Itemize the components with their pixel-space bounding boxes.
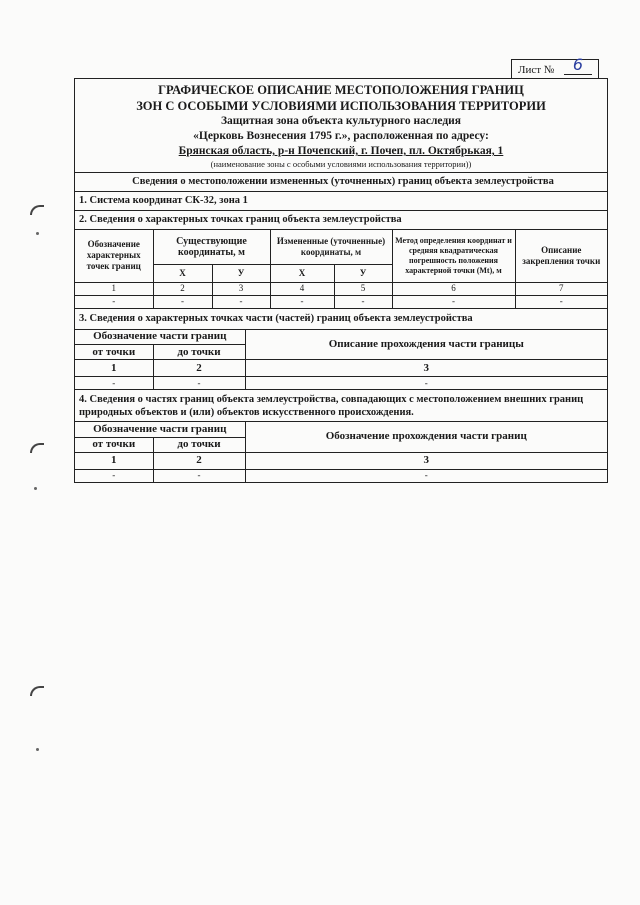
col-existing-coordinates: Существующие координаты, м [153, 230, 270, 264]
empty-cell: - [75, 377, 153, 390]
col-method: Метод определения координат и средняя квадратическая погрешность положения характерной точки (Mt), м [392, 230, 515, 282]
column-number: 3 [212, 282, 270, 295]
empty-cell: - [334, 295, 392, 308]
empty-cell: - [75, 295, 153, 308]
section3-title: 3. Сведения о характерных точках части (частей) границ объекта землеустройства [75, 309, 607, 330]
empty-cell: - [245, 469, 607, 482]
section2-title: 2. Сведения о характерных точках границ объекта землеустройства [75, 211, 607, 230]
column-number: 7 [515, 282, 607, 295]
document-form [74, 78, 608, 483]
column-number: 1 [75, 282, 153, 295]
empty-cell: - [75, 469, 153, 482]
col-from-point: от точки [75, 345, 153, 360]
col-changed-x: X [270, 264, 334, 282]
sheet-number: 6 [564, 56, 592, 75]
empty-cell: - [212, 295, 270, 308]
table-row [75, 452, 607, 469]
empty-cell: - [270, 295, 334, 308]
section2-table-wrap [75, 230, 607, 309]
document-header [75, 79, 607, 173]
empty-cell: - [392, 295, 515, 308]
table-row [75, 295, 607, 308]
col-from-point: от точки [75, 437, 153, 452]
column-number: 6 [392, 282, 515, 295]
empty-cell: - [153, 469, 245, 482]
col-to-point: до точки [153, 345, 245, 360]
column-number: 2 [153, 282, 212, 295]
column-number: 3 [245, 360, 607, 377]
empty-cell: - [515, 295, 607, 308]
header-note: (наименование зоны с особыми условиями использования территории)) [210, 159, 472, 169]
table-row [75, 377, 607, 390]
sheet-label: Лист № [518, 64, 555, 76]
column-number: 2 [153, 452, 245, 469]
column-number: 2 [153, 360, 245, 377]
header-title-line1: ГРАФИЧЕСКОЕ ОПИСАНИЕ МЕСТОПОЛОЖЕНИЯ ГРАНИЦ [158, 83, 524, 97]
scan-speck [36, 748, 39, 751]
section4-table [75, 422, 607, 482]
col-designation: Обозначение характерных точек границ [75, 230, 153, 282]
col-description: Обозначение прохождения части границ [245, 422, 607, 452]
column-number: 1 [75, 452, 153, 469]
section4-title: 4. Сведения о частях границ объекта землеустройства, совпадающих с местоположением внешних границ природных объектов и (или) объектов искусственного происхождения. [75, 390, 607, 422]
section2-table [75, 230, 607, 308]
binder-hole-mark [30, 205, 44, 215]
col-to-point: до точки [153, 437, 245, 452]
col-changed-coordinates: Измененные (уточненные) координаты, м [270, 230, 392, 264]
scan-speck [34, 487, 37, 490]
col-part: Обозначение части границ [75, 330, 245, 345]
column-number: 3 [245, 452, 607, 469]
col-changed-y: У [334, 264, 392, 282]
table-row [75, 360, 607, 377]
table-row [75, 282, 607, 295]
binder-hole-mark [30, 686, 44, 696]
section3-table-wrap [75, 330, 607, 391]
section1-coordinate-system: 1. Система координат СК-32, зона 1 [75, 192, 607, 211]
col-description: Описание закрепления точки [515, 230, 607, 282]
header-zone-line: Защитная зона объекта культурного наследия [220, 115, 462, 127]
column-number: 4 [270, 282, 334, 295]
section3-table [75, 330, 607, 390]
column-number: 5 [334, 282, 392, 295]
binder-hole-mark [30, 443, 44, 453]
column-number: 1 [75, 360, 153, 377]
empty-cell: - [153, 295, 212, 308]
col-existing-x: X [153, 264, 212, 282]
table-row [75, 469, 607, 482]
empty-cell: - [245, 377, 607, 390]
header-object-line: «Церковь Вознесения 1795 г.», расположенная по адресу: [193, 130, 489, 142]
header-title-line2: ЗОН С ОСОБЫМИ УСЛОВИЯМИ ИСПОЛЬЗОВАНИЯ ТЕРРИТОРИИ [136, 99, 546, 113]
scan-speck [36, 232, 39, 235]
col-description: Описание прохождения части границы [245, 330, 607, 360]
sheet-number-box [511, 55, 599, 79]
col-existing-y: У [212, 264, 270, 282]
info-title: Сведения о местоположении измененных (уточненных) границ объекта землеустройства [75, 173, 607, 192]
empty-cell: - [153, 377, 245, 390]
header-address-line: Брянская область, р-н Почепский, г. Почеп, пл. Октябрькая, 1 [178, 145, 504, 157]
col-part: Обозначение части границ [75, 422, 245, 437]
